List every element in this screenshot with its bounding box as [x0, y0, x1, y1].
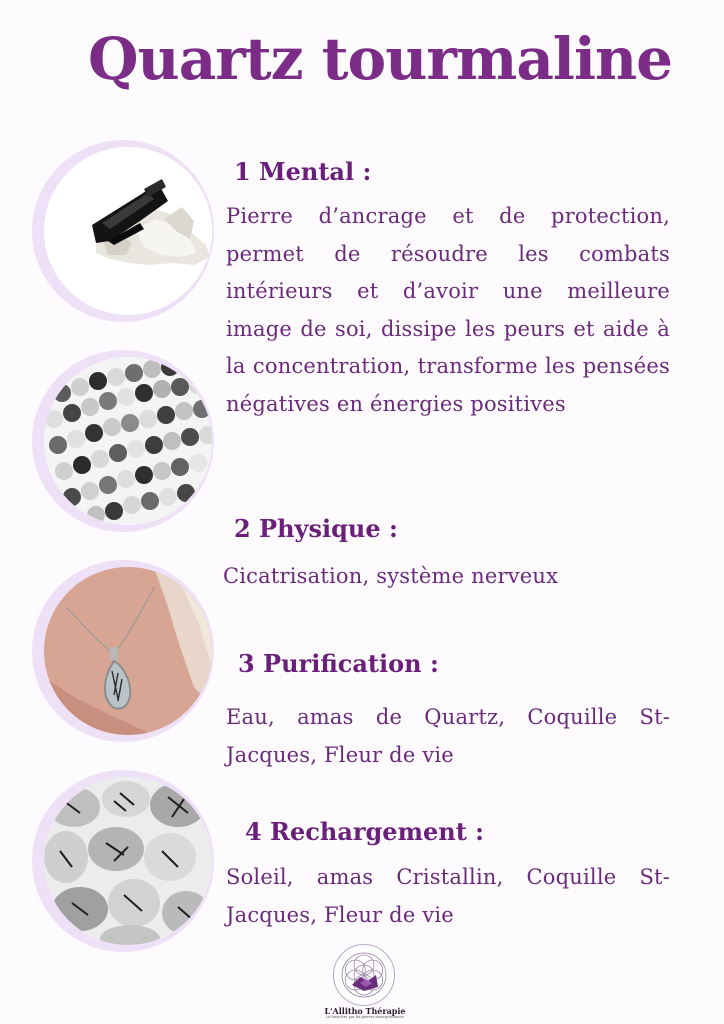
section-text-physique: Cicatrisation, système nerveux — [223, 564, 559, 588]
image-frame-1 — [32, 140, 214, 322]
pendant-necklace-image — [44, 567, 212, 735]
brand-tagline: Le bien-être par les pierres semi-précieuses — [325, 1015, 405, 1019]
section-heading-rechargement: 4 Rechargement : — [245, 817, 484, 846]
page-title: Quartz tourmaline — [88, 25, 673, 93]
image-frame-4 — [32, 770, 214, 952]
section-heading-mental: 1 Mental : — [234, 157, 372, 186]
tumbled-stones-image — [44, 777, 212, 945]
image-frame-2 — [32, 350, 214, 532]
brand-logo — [324, 944, 406, 1020]
image-frame-3 — [32, 560, 214, 742]
flower-of-life-icon — [333, 944, 395, 1006]
tourmaline-crystal-image — [44, 147, 212, 315]
section-heading-physique: 2 Physique : — [234, 514, 398, 543]
section-text-mental: Pierre d’ancrage et de protection, permet de résoudre les combats intérieurs et d’avoir une meilleure image de soi, dissipe les peurs et aide à la concentration, transforme les pensées négatives en énergies positives — [226, 204, 670, 416]
section-heading-purification: 3 Purification : — [238, 649, 439, 678]
section-text-rechargement: Soleil, amas Cristallin, Coquille St-Jacques, Fleur de vie — [226, 865, 670, 927]
quartz-beads-image — [44, 357, 212, 525]
brand-name: L'Allitho Thérapie — [324, 1006, 406, 1016]
section-text-purification: Eau, amas de Quartz, Coquille St-Jacques, Fleur de vie — [226, 705, 670, 767]
